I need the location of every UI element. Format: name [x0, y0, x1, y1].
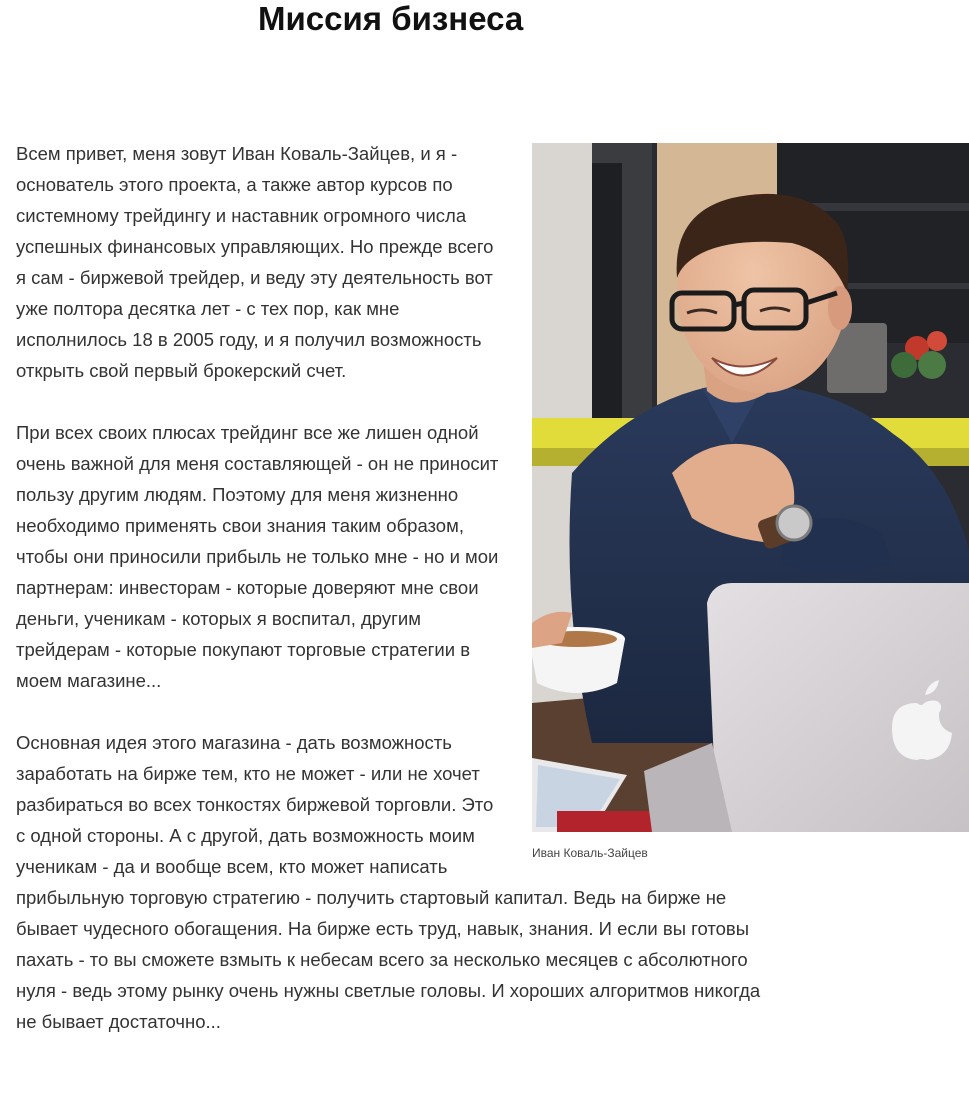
author-photo [532, 143, 969, 832]
page-title: Миссия бизнеса [258, 0, 524, 37]
photo-caption: Иван Коваль-Зайцев [532, 846, 648, 860]
author-figure [532, 143, 969, 861]
article-body [16, 138, 776, 1037]
paragraph-purpose: При всех своих плюсах трейдинг все же лишен одной очень важной для меня составляющей - он не приносит пользу другим людям. Поэтому для меня жизненно необходимо применять свои знания таким образом, чтобы они приносили прибыль не только мне - но и мои партнерам: инвесторам - которые доверяют мне свои деньги, ученикам - которых я воспитал, другим трейдерам - которые покупают торговые стратегии в моем магазине... [16, 422, 499, 691]
paragraph-shop-idea: Основная идея этого магазина - дать возможность заработать на бирже тем, кто не может - или не хочет разбираться во всех тонкостях биржевой торговли. Это с одной стороны. А с другой, дать возможность моим ученикам - да и вообще всем, кто может написать прибыльную торговую стратегию - получить стартовый капитал. Ведь на бирже не бывает чудесного обогащения. На бирже есть труд, навык, знания. И если вы готовы пахать - то вы сможете взмыть к небесам всего за несколько месяцев с абсолютного нуля - ведь этому рынку очень нужны светлые головы. И хороших алгоритмов никогда не бывает достаточно... [16, 732, 761, 1032]
paragraph-intro: Всем привет, меня зовут Иван Коваль-Зайцев, и я - основатель этого проекта, а также автор курсов по системному трейдингу и наставник огромного числа успешных финансовых управляющих. Но прежде всего я сам - биржевой трейдер, и веду эту деятельность вот уже полтора десятка лет - с тех пор, как мне исполнилось 18 в 2005 году, и я получил возможность открыть свой первый брокерский счет. [16, 143, 494, 381]
